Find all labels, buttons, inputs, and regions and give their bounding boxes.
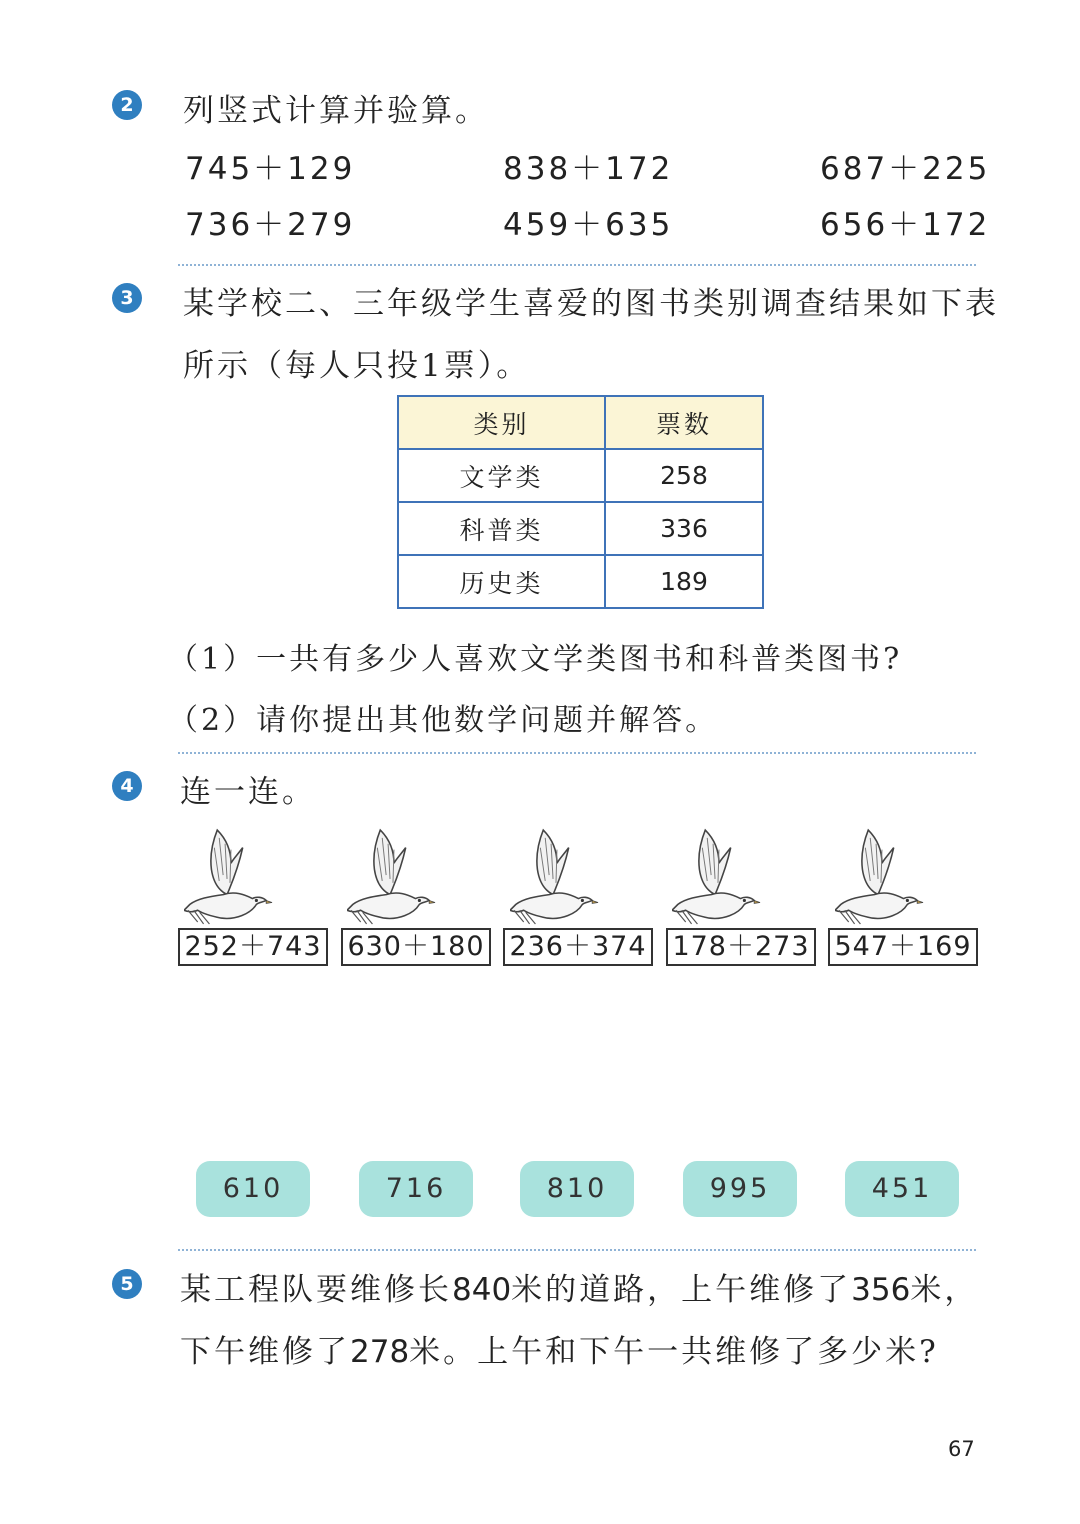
expression-box[interactable]: 547＋169 — [828, 928, 978, 966]
sub-question-1: （1）一共有多少人喜欢文学类图书和科普类图书? — [168, 642, 903, 677]
question-3-text-line1: 某学校二、三年级学生喜爱的图书类别调查结果如下表 — [183, 286, 999, 322]
section-divider — [178, 264, 976, 266]
table-cell-votes: 189 — [605, 555, 763, 608]
number-fragment: 278 — [350, 1334, 410, 1370]
expression: 459＋635 — [503, 207, 674, 243]
section-divider — [178, 1249, 976, 1251]
question-number-badge: 4 — [112, 771, 142, 801]
expression: 736＋279 — [185, 207, 356, 243]
dove-icon — [510, 826, 600, 928]
question-5-text-line2 — [180, 1326, 939, 1371]
question-number-badge: 3 — [112, 283, 142, 313]
expression: 687＋225 — [820, 151, 991, 187]
answer-pill[interactable]: 451 — [845, 1161, 959, 1217]
table-header-votes: 票数 — [605, 396, 763, 449]
table-cell-votes: 336 — [605, 502, 763, 555]
dove-icon — [184, 826, 274, 928]
page-number: 67 — [948, 1437, 975, 1461]
text-fragment: 某工程队要维修长 — [180, 1272, 452, 1308]
section-divider — [178, 752, 976, 754]
question-4-title: 连一连。 — [180, 774, 316, 810]
table-cell-category: 历史类 — [398, 555, 605, 608]
expression-box[interactable]: 630＋180 — [341, 928, 491, 966]
number-fragment: 840 — [452, 1272, 512, 1308]
question-number-badge: 2 — [112, 90, 142, 120]
table-cell-category: 文学类 — [398, 449, 605, 502]
expression: 745＋129 — [185, 151, 356, 187]
answer-pill[interactable]: 610 — [196, 1161, 310, 1217]
answer-pill[interactable]: 716 — [359, 1161, 473, 1217]
table-row — [398, 502, 763, 555]
vote-table — [397, 395, 764, 609]
table-header-category: 类别 — [398, 396, 605, 449]
question-5-text-line1 — [180, 1264, 978, 1309]
dove-icon — [347, 826, 437, 928]
question-number-badge: 5 — [112, 1269, 142, 1299]
expression-box[interactable]: 236＋374 — [503, 928, 653, 966]
text-fragment: 米， — [910, 1272, 979, 1308]
answer-pill[interactable]: 810 — [520, 1161, 634, 1217]
expression: 656＋172 — [820, 207, 991, 243]
number-fragment: 356 — [851, 1272, 911, 1308]
expression-box[interactable]: 178＋273 — [666, 928, 816, 966]
expression-box[interactable]: 252＋743 — [178, 928, 328, 966]
dove-icon — [672, 826, 762, 928]
text-fragment: 下午维修了 — [180, 1334, 350, 1370]
question-2-title: 列竖式计算并验算。 — [183, 93, 489, 129]
question-3-text-line2: 所示（每人只投1票）。 — [183, 348, 531, 384]
text-fragment: 米的道路，上午维修了 — [511, 1272, 852, 1308]
table-header-row — [398, 396, 763, 449]
table-row — [398, 449, 763, 502]
dove-icon — [835, 826, 925, 928]
table-cell-votes: 258 — [605, 449, 763, 502]
answer-pill[interactable]: 995 — [683, 1161, 797, 1217]
sub-question-2: （2）请你提出其他数学问题并解答。 — [168, 703, 719, 738]
table-row — [398, 555, 763, 608]
expression: 838＋172 — [503, 151, 674, 187]
table-cell-category: 科普类 — [398, 502, 605, 555]
text-fragment: 米。上午和下午一共维修了多少米? — [409, 1334, 939, 1370]
